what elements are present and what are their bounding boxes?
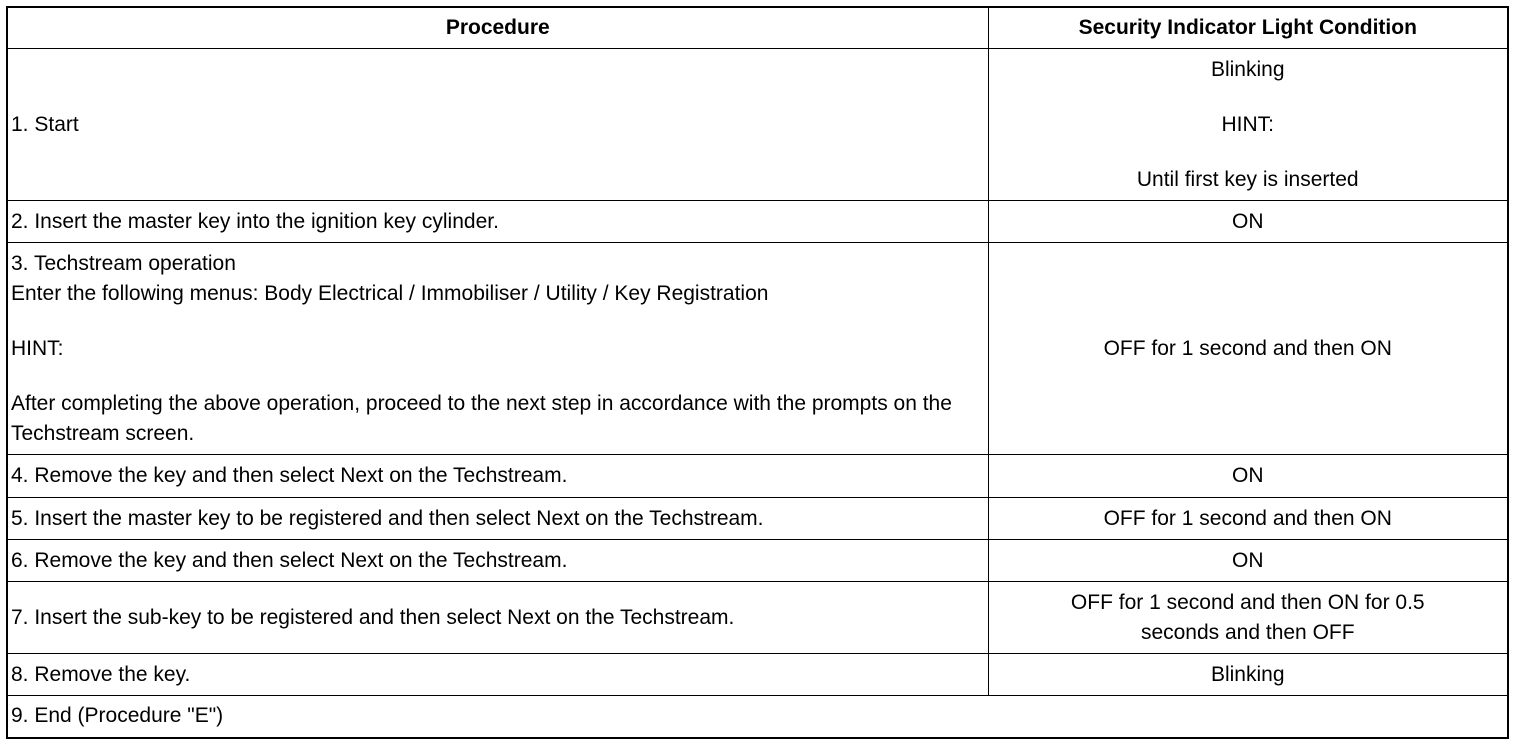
- table-header-row: [7, 7, 1508, 49]
- condition-cell: ON: [988, 540, 1508, 582]
- table-row: [7, 455, 1508, 498]
- header-procedure: Procedure: [7, 7, 988, 49]
- condition-cell: ON: [988, 201, 1508, 243]
- procedure-cell: 6. Remove the key and then select Next on the Techstream.: [7, 540, 988, 582]
- table-row: [7, 582, 1508, 654]
- header-condition: Security Indicator Light Condition: [988, 7, 1508, 49]
- table-row: [7, 654, 1508, 696]
- condition-cell: [988, 49, 1508, 201]
- table-row: [7, 201, 1508, 243]
- procedure-cell: 8. Remove the key.: [7, 654, 988, 696]
- condition-cell: ON: [988, 455, 1508, 498]
- condition-cell: Blinking: [988, 654, 1508, 696]
- table-row: [7, 243, 1508, 455]
- table-row: [7, 696, 1508, 738]
- condition-note: Until first key is inserted: [1136, 167, 1359, 191]
- condition-text: Blinking: [1210, 57, 1285, 81]
- condition-hint: HINT:: [1221, 112, 1274, 136]
- procedure-cell: 9. End (Procedure "E"): [7, 696, 1508, 738]
- procedure-title: 3. Techstream operation: [11, 251, 236, 275]
- procedure-hint: HINT:: [11, 336, 64, 360]
- procedure-cell: [7, 243, 988, 455]
- table-row: [7, 49, 1508, 201]
- procedure-cell: 5. Insert the master key to be registered and then select Next on the Techstream.: [7, 498, 988, 540]
- procedure-cell: 2. Insert the master key into the ignition key cylinder.: [7, 201, 988, 243]
- procedure-table: [6, 6, 1509, 739]
- procedure-cell: 7. Insert the sub-key to be registered and then select Next on the Techstream.: [7, 582, 988, 654]
- condition-text: OFF for 1 second and then ON for 0.5 seconds and then OFF: [1070, 590, 1425, 644]
- condition-cell: OFF for 1 second and then ON: [988, 498, 1508, 540]
- procedure-cell: 4. Remove the key and then select Next on the Techstream.: [7, 455, 988, 498]
- procedure-detail: Enter the following menus: Body Electrical / Immobiliser / Utility / Key Registration: [11, 281, 769, 305]
- procedure-cell: 1. Start: [7, 49, 988, 201]
- condition-cell: [988, 582, 1508, 654]
- table-row: [7, 498, 1508, 540]
- table-row: [7, 540, 1508, 582]
- procedure-note: After completing the above operation, proceed to the next step in accordance with the prompts on the Techstream screen.: [11, 391, 952, 445]
- condition-cell: OFF for 1 second and then ON: [988, 243, 1508, 455]
